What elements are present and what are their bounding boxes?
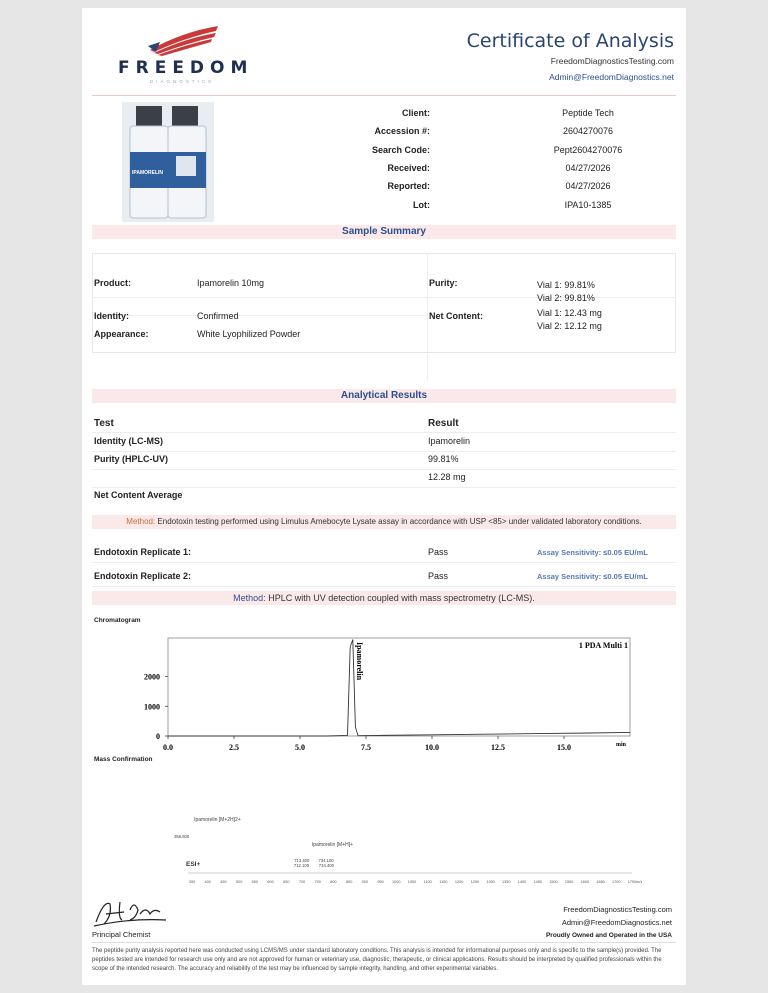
mz-tick-label: 1450 xyxy=(533,880,542,884)
peak-value: 734.400 xyxy=(318,863,334,868)
signature-image xyxy=(90,896,170,930)
mz-tick-label: 450 xyxy=(220,880,227,884)
mz-tick-label: 900 xyxy=(361,880,369,884)
info-value: Peptide Tech xyxy=(562,108,614,118)
chromatogram-trace xyxy=(168,640,630,737)
info-label: Received: xyxy=(387,162,430,173)
disclaimer-text: The peptide purity analysis reported here was conducted using LCMS/MS under standard laboratory conditions. This analysis is intended for informational purposes only and is specific to the sample(s) provided. The peptides tested are intended for research use only and are not approved for human or veterinary use, diagnostic, therapeutic, or clinical applications. Results should be interpreted by qualified professionals within the scope of the intended research. The accuracy and reliability of the test may be influenced by sample integrity, handling, and other experimental variables. xyxy=(92,948,662,972)
endotoxin-replicate-label: Endotoxin Replicate 2: xyxy=(94,571,192,581)
plot-frame xyxy=(168,638,630,736)
assay-sensitivity: Assay Sensitivity: ≤0.05 EU/mL xyxy=(537,548,648,557)
footer-tagline: Proudly Owned and Operated in the USA xyxy=(545,932,672,939)
flag-wing-logo-icon xyxy=(142,24,222,56)
mz-tick-label: 1650 xyxy=(596,880,605,884)
mz-tick-label: 1350 xyxy=(502,880,511,884)
x-unit-label: min xyxy=(616,742,627,748)
info-label: Client: xyxy=(402,108,430,118)
results-row-divider xyxy=(92,432,676,433)
result-test-name: Identity (LC-MS) xyxy=(94,436,163,446)
info-label: Lot: xyxy=(413,199,430,210)
endotoxin-method-band xyxy=(92,515,676,529)
ionization-mode-label: ESI+ xyxy=(186,861,201,868)
info-value: 2604270076 xyxy=(562,126,614,137)
chromatogram-chart xyxy=(122,628,642,760)
method-key: Method: xyxy=(233,593,266,603)
mass-spectrum-chart xyxy=(122,803,642,893)
mz-tick-label: 1700 xyxy=(612,880,621,884)
footer-divider xyxy=(92,942,676,943)
summary-column-divider xyxy=(427,253,428,380)
mz-tick-label: 1000 xyxy=(392,880,401,884)
results-row-divider xyxy=(92,451,676,452)
header-website: FreedomDiagnosticsTesting.com xyxy=(550,56,674,66)
endotoxin-row-divider xyxy=(92,586,676,587)
appearance-label: Appearance: xyxy=(94,329,149,339)
sample-summary-table xyxy=(92,253,676,353)
results-row-divider xyxy=(92,487,676,488)
result-column-header: Result xyxy=(428,418,459,429)
result-value: 99.81% xyxy=(428,454,459,464)
mz-tick-label: 1400 xyxy=(517,880,527,884)
test-column-header: Test xyxy=(94,418,114,429)
product-value: Ipamorelin 10mg xyxy=(197,278,265,288)
mz-tick-label: 1200 xyxy=(454,880,464,884)
net-content-label: Net Content: xyxy=(429,311,483,321)
mz-tick-label: 800 xyxy=(330,880,337,884)
identity-label: Identity: xyxy=(94,311,129,321)
mz-tick-label: 350 xyxy=(188,880,196,884)
mz-tick-label: 400 xyxy=(204,880,211,884)
endotoxin-result: Pass xyxy=(428,571,449,581)
peak-value: 356.600 xyxy=(174,834,190,839)
identity-value: Confirmed xyxy=(197,311,239,321)
footer-website: FreedomDiagnosticsTesting.com xyxy=(563,905,672,914)
endotoxin-replicate-label: Endotoxin Replicate 1: xyxy=(94,547,192,557)
endotoxin-method-text: Endotoxin testing performed using Limulus Amebocyte Lysate assay in accordance with USP <85> under validated laboratory conditions. xyxy=(157,517,642,526)
info-label: Search Code: xyxy=(371,144,430,155)
mz-tick-label: 1250 xyxy=(470,880,480,884)
footer-email: Admin@FreedomDiagnostics.net xyxy=(561,918,672,927)
logo-subtitle: DIAGNOSTICS xyxy=(150,79,215,84)
x-tick-label: 15.0 xyxy=(557,743,571,752)
purity-vial1: Vial 1: 99.81% xyxy=(537,280,595,290)
document-title: Certificate of Analysis xyxy=(466,30,674,52)
purity-label: Purity: xyxy=(429,278,458,288)
certificate-page xyxy=(82,8,686,985)
logo-wordmark: FREEDOM xyxy=(118,58,254,78)
info-value: 04/27/2026 xyxy=(565,162,611,173)
mass-confirmation-heading: Mass Confirmation xyxy=(94,756,153,763)
method-key: Method: xyxy=(126,517,156,526)
peak-value: 713.400 xyxy=(294,858,310,863)
peak-annotation: Ipamorelin [M+H]+ xyxy=(311,842,354,848)
x-tick-label: 0.0 xyxy=(163,743,173,752)
x-tick-label: 5.0 xyxy=(295,743,305,752)
info-value: IPA10-1385 xyxy=(564,199,612,210)
product-label: Product: xyxy=(94,278,131,288)
peak-annotation: Ipamorelin [M+2H]2+ xyxy=(194,817,241,823)
net-content-average-label: Net Content Average xyxy=(94,490,183,500)
mz-unit-label: m/z xyxy=(636,879,642,884)
mz-tick-label: 1100 xyxy=(423,880,432,884)
vials-image xyxy=(122,102,214,222)
hplc-method-band xyxy=(92,591,676,605)
peak-value: 734.100 xyxy=(318,858,334,863)
mz-tick-label: 1750 xyxy=(627,880,637,884)
info-label: Reported: xyxy=(387,181,430,192)
net-content-vial1: Vial 1: 12.43 mg xyxy=(537,308,602,318)
peak-value: 712.100 xyxy=(293,863,310,868)
mz-tick-label: 600 xyxy=(267,880,274,884)
endotoxin-row-divider xyxy=(92,562,676,563)
mz-tick-label: 1550 xyxy=(564,880,574,884)
info-value: 04/27/2026 xyxy=(565,181,611,192)
y-tick-label: 1000 xyxy=(144,702,160,712)
chart-legend: 1 PDA Multi 1 xyxy=(578,641,628,650)
x-tick-label: 2.5 xyxy=(229,743,239,752)
y-tick-label: 2000 xyxy=(144,672,160,682)
assay-sensitivity: Assay Sensitivity: ≤0.05 EU/mL xyxy=(537,572,648,581)
results-row-divider xyxy=(92,469,676,470)
y-tick-label: 0 xyxy=(156,732,160,741)
mz-tick-label: 700 xyxy=(298,880,306,884)
sample-summary-heading: Sample Summary xyxy=(92,225,676,239)
peak-label: Ipamorelin xyxy=(354,642,364,681)
header-divider xyxy=(92,95,676,96)
header-email: Admin@FreedomDiagnostics.net xyxy=(549,72,674,82)
vial-label-text: IPAMORELIN xyxy=(132,170,164,176)
chromatogram-heading: Chromatogram xyxy=(94,617,141,624)
x-tick-label: 12.5 xyxy=(491,743,505,752)
mz-tick-label: 1300 xyxy=(486,880,495,884)
vial-photo xyxy=(122,102,214,222)
result-test-name: Purity (HPLC-UV) xyxy=(94,454,168,464)
hplc-method-text: HPLC with UV detection coupled with mass spectrometry (LC-MS). xyxy=(268,593,535,603)
endotoxin-result: Pass xyxy=(428,547,449,557)
info-label: Accession #: xyxy=(374,126,430,137)
analytical-results-heading: Analytical Results xyxy=(92,389,676,403)
mz-tick-label: 1500 xyxy=(549,880,558,884)
net-content-vial2: Vial 2: 12.12 mg xyxy=(537,321,602,331)
summary-row-divider xyxy=(92,315,428,316)
signer-role: Principal Chemist xyxy=(92,930,151,939)
purity-vial2: Vial 2: 99.81% xyxy=(537,293,595,303)
x-tick-label: 10.0 xyxy=(425,743,439,752)
x-tick-label: 7.5 xyxy=(361,743,371,752)
mz-tick-label: 650 xyxy=(283,880,290,884)
result-value: 12.28 mg xyxy=(428,472,466,482)
result-value: Ipamorelin xyxy=(428,436,471,446)
mz-tick-label: 1050 xyxy=(407,880,417,884)
mz-tick-label: 1150 xyxy=(439,880,448,884)
mz-tick-label: 850 xyxy=(345,880,353,884)
mz-tick-label: 1600 xyxy=(580,880,590,884)
mz-tick-label: 950 xyxy=(377,880,384,884)
info-value: Pept2604270076 xyxy=(553,144,623,155)
mz-tick-label: 550 xyxy=(251,880,259,884)
mz-tick-label: 500 xyxy=(235,880,243,884)
appearance-value: White Lyophilized Powder xyxy=(197,329,301,339)
mz-tick-label: 750 xyxy=(314,880,321,884)
